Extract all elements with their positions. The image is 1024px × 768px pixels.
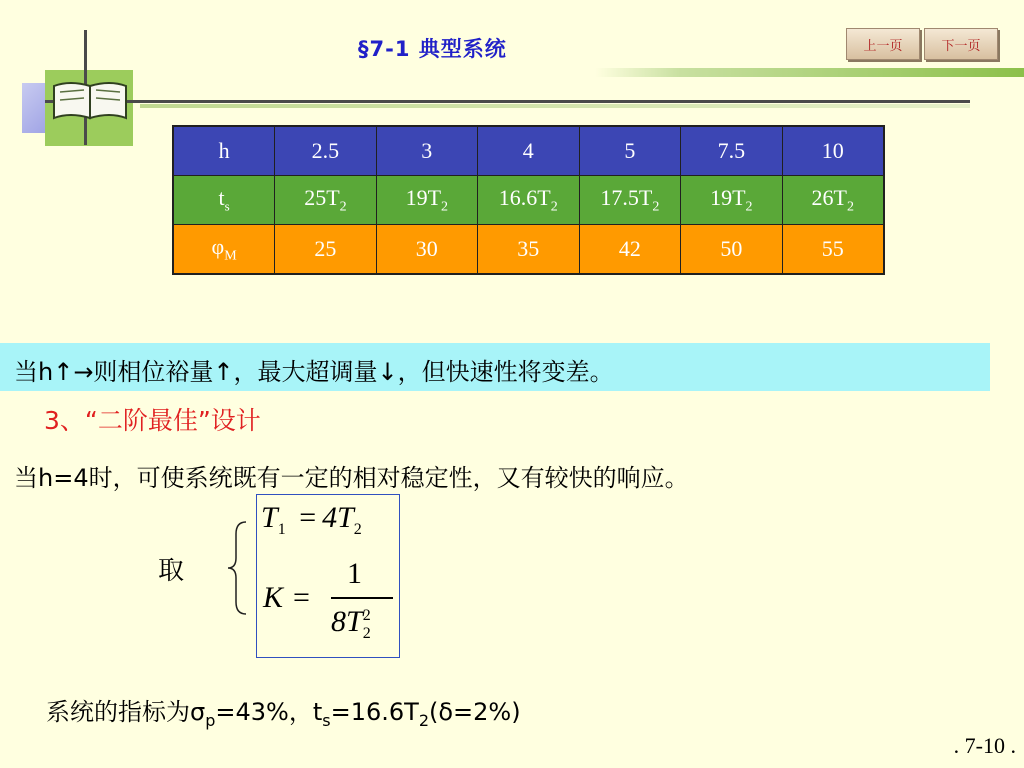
table-cell: $16.6T_2$ (478, 176, 580, 225)
table-cell: 30 (376, 225, 477, 275)
equation-t1: $T_1 = 4T_2$ (261, 501, 362, 538)
row-header-phi: $\varphi_M$ (173, 225, 275, 275)
take-label: 取 (158, 556, 185, 586)
equation-k-lhs: K = (263, 581, 310, 614)
statement-text: 当h↑→则相位裕量↑，最大超调量↓，但快速性将变差。 (14, 358, 614, 386)
table-cell: $19T_2$ (681, 176, 782, 225)
table-cell: 55 (782, 225, 884, 275)
table-row (173, 176, 884, 225)
table-cell: 35 (478, 225, 580, 275)
row-header-h: h (173, 126, 275, 176)
decor-header-rule (45, 100, 970, 103)
formula-box (256, 494, 400, 658)
slide-title: §7-1 典型系统 (358, 37, 507, 61)
table-cell: 5 (579, 126, 681, 176)
next-page-label: 下一页 (941, 38, 981, 54)
table-row (173, 126, 884, 176)
left-brace-icon (226, 520, 250, 616)
table-cell: 10 (782, 126, 884, 176)
condition-text: 当h=4时，可使系统既有一定的相对稳定性，又有较快的响应。 (14, 464, 689, 492)
table-cell: $19T_2$ (376, 176, 477, 225)
metrics-text: 系统的指标为$\sigma_p=43\%$，$t_s=16.6T_2(\delta=2\%)$ (46, 698, 521, 730)
fraction-denominator: $8T_2^2$ (331, 605, 371, 642)
prev-page-button[interactable] (846, 28, 920, 60)
parameter-table (172, 125, 885, 275)
table-cell: 4 (478, 126, 580, 176)
table-cell: 42 (579, 225, 681, 275)
decor-subrule (140, 104, 970, 108)
table-cell: $25T_2$ (275, 176, 376, 225)
table-cell: 7.5 (681, 126, 782, 176)
table-cell: $17.5T_2$ (579, 176, 681, 225)
fraction-bar (331, 597, 393, 599)
book-icon (50, 76, 130, 120)
fraction-numerator: 1 (347, 557, 362, 590)
row-header-ts: $t_s$ (173, 176, 275, 225)
table-cell: 50 (681, 225, 782, 275)
table-cell: 2.5 (275, 126, 376, 176)
table-row (173, 225, 884, 275)
table-cell: 25 (275, 225, 376, 275)
table-cell: $26T_2$ (782, 176, 884, 225)
table-cell: 3 (376, 126, 477, 176)
next-page-button[interactable] (924, 28, 998, 60)
page-number: . 7-10 . (953, 733, 1016, 758)
section-heading: 3、“二阶最佳”设计 (44, 406, 261, 435)
decor-gradient-line (595, 68, 1024, 77)
prev-page-label: 上一页 (863, 38, 903, 54)
